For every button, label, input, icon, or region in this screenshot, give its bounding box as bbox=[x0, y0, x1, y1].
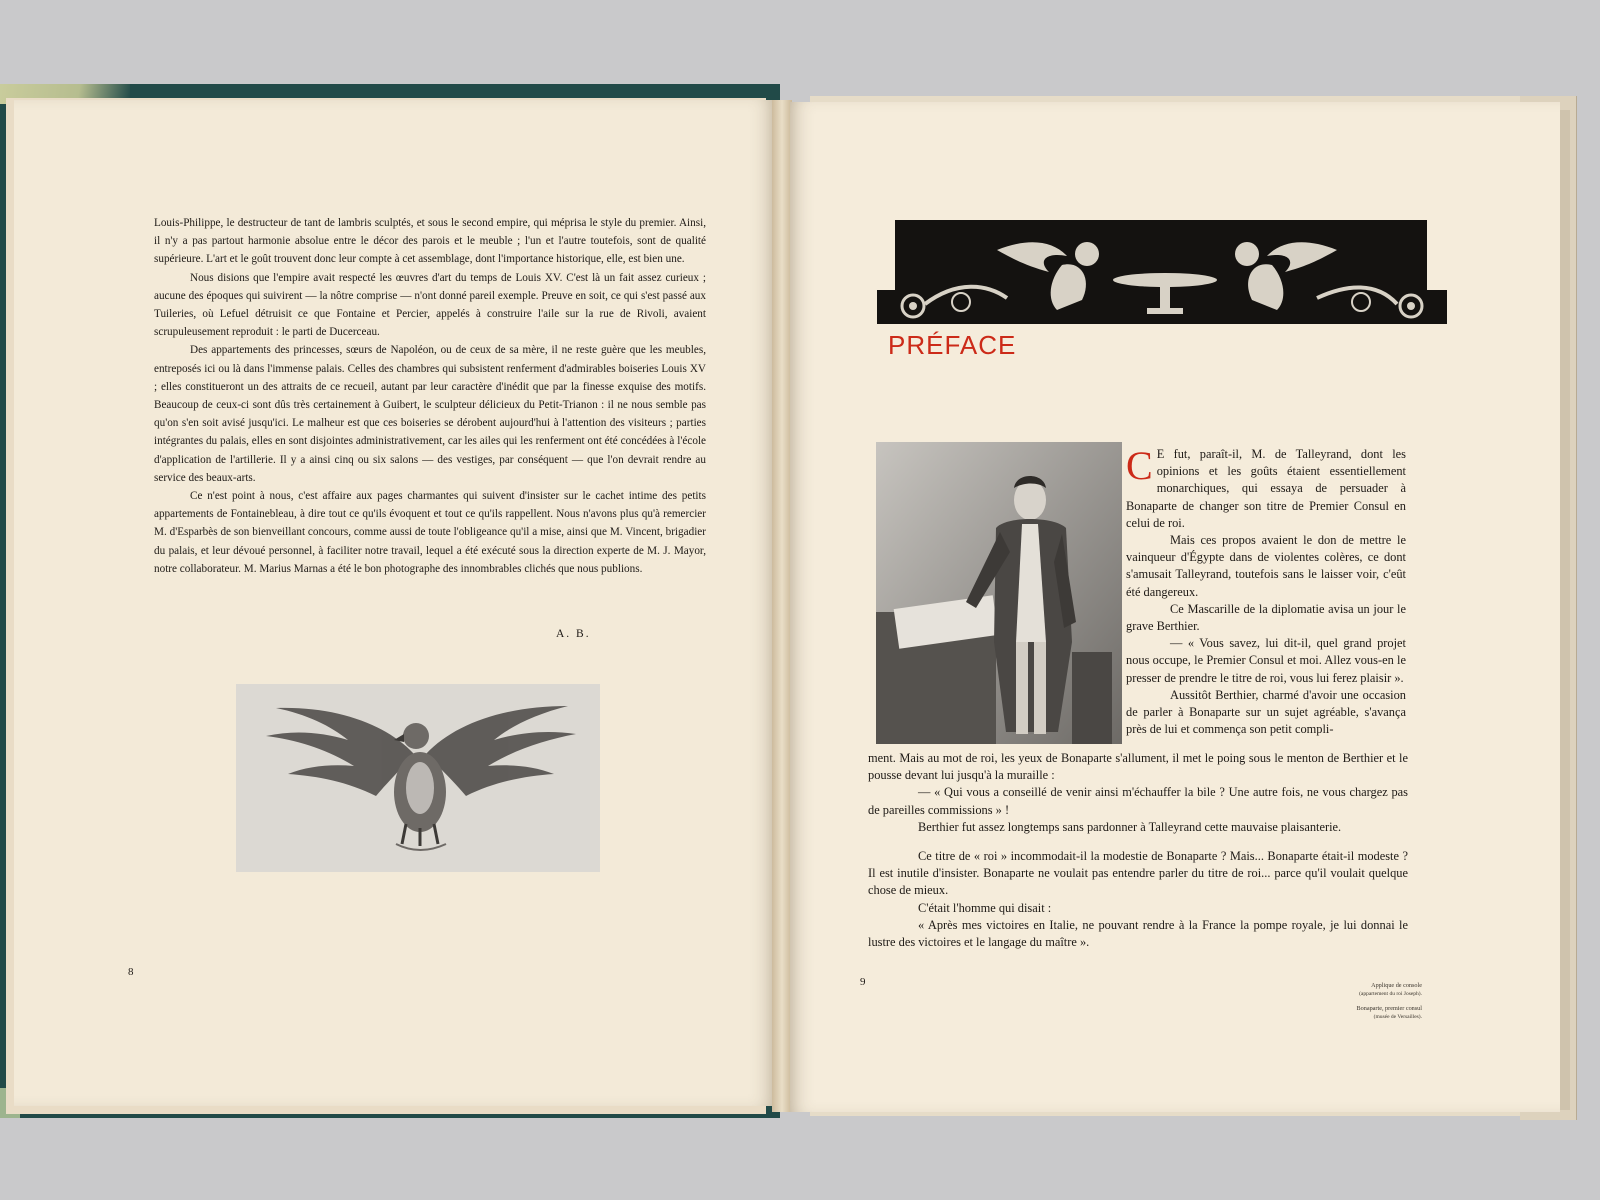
left-page-number: 8 bbox=[128, 966, 134, 978]
right-page-number: 9 bbox=[860, 976, 866, 988]
preface-roi-paragraph: Ce titre de « roi » incommodait-il la modestie de Bonaparte ? Mais... Bonaparte était-il modeste ? Il est inutile d'insister. Bonaparte ne voulait pas entendre parler du titre de roi... parce qu'il voulait quelque chose de mieux. bbox=[868, 849, 1408, 898]
caption-portrait-sub: (musée de Versailles). bbox=[1373, 1014, 1422, 1020]
preface-paragraph-4: — « Vous savez, lui dit-il, quel grand projet nous occupe, le Premier Consul et moi. Allez vous-en le presser de prendre le titre de roi, vous lui ferez plaisir ». bbox=[1126, 636, 1406, 685]
frieze-ornament bbox=[877, 220, 1447, 336]
left-paragraph-4: Ce n'est point à nous, c'est affaire aux pages charmantes qui suivent d'insister sur le cachet intime des petits appartements de Fontainebleau, à dire tout ce qu'ils évoquent et tout ce qu'ils rappellent. Nous n'avons plus qu'à remercier M. d'Esparbès de son bienveillant concours, comme aussi de toute l'obligeance qu'il a mise, ainsi que M. Vincent, brigadier du palais, et leur dévoué personnel, à faciliter notre travail, lequel a été exécuté sous la direction experte de M. J. Mayor, notre collaborateur. M. Marius Marnas a été le bon photographe des innombrables clichés que nous publions. bbox=[154, 490, 706, 575]
left-paragraph-3: Des appartements des princesses, sœurs de Napoléon, ou de ceux de sa mère, il ne reste guère que les meubles, entreposés ici ou là dans l'immense palais. Celles des chambres qui subsistent renferment d'admirables boiseries Louis XV ; elles constitueront un des attraits de ce recueil, autant par leur caractère d'inédit que par la finesse exquise des motifs. Beaucoup de ceux-ci sont dûs très certainement à Guibert, le sculpteur délicieux du Petit-Trianon : il ne nous semble pas qu'on s'en soit avisé jusqu'ici. Le malheur est que ces boiseries se dérobent aujourd'hui à l'attention des visiteurs ; parties intégrantes du palais, elles en sont disjointes administrativement, car les ailes qui les renferment ont été concédées à l'école d'application de l'artillerie. Il y a ainsi cinq ou six salons — des vestiges, par conséquent — que l'on devrait rendre au service des beaux-arts. bbox=[154, 344, 706, 484]
preface-berthier-line: Berthier fut assez longtemps sans pardonner à Talleyrand cette mauvaise plaisanterie. bbox=[918, 819, 1342, 834]
caption-portrait-title: Bonaparte, premier consul bbox=[1356, 1005, 1422, 1012]
eagle-icon bbox=[236, 684, 600, 872]
right-page[interactable] bbox=[790, 102, 1560, 1112]
caption-portrait bbox=[1300, 1005, 1422, 1021]
preface-paragraph-1 bbox=[1126, 443, 1406, 532]
drop-cap: C bbox=[1126, 443, 1153, 488]
caption-console bbox=[1300, 982, 1422, 998]
left-page-body bbox=[154, 214, 706, 578]
left-page[interactable] bbox=[14, 100, 774, 1106]
preface-paragraph-1-text: E fut, paraît-il, M. de Talleyrand, dont les opinions et les goûts étaient essentiellement monarchiques, qui essaya de persuader à Bonaparte de changer son titre de Premier Consul en celui de roi. bbox=[1126, 447, 1406, 530]
preface-continuation-line: ment. Mais au mot de roi, les yeux de Bonaparte s'allument, il met le poing sous le menton de Berthier et le pousse devant lui jusqu'à la muraille : bbox=[868, 751, 1408, 783]
bonaparte-portrait bbox=[876, 442, 1122, 744]
preface-quote-1: — « Qui vous a conseillé de venir ainsi m'échauffer la bile ? Une autre fois, ne vous chargez pas de pareilles commissions » ! bbox=[868, 785, 1408, 817]
preface-said-line: C'était l'homme qui disait : bbox=[918, 900, 1052, 915]
preface-paragraph-3: Ce Mascarille de la diplomatie avisa un jour le grave Berthier. bbox=[1126, 601, 1406, 634]
preface-intro bbox=[1126, 443, 1406, 738]
page-title: PRÉFACE bbox=[888, 330, 1017, 360]
left-paragraph-2: Nous disions que l'empire avait respecté les œuvres d'art du temps de Louis XV. C'est là un fait assez curieux ; aucune des époques qui suivirent — la nôtre comprise — n'ont donné pareil exemple. Preuve en soit, ce qui s'est passé aux Tuileries, où Lefuel détruisit ce que Fontaine et Percier, appelés à construire l'aile sur la rue de Rivoli, avaient scrupuleusement reproduit : le parti de Ducerceau. bbox=[154, 271, 706, 339]
preface-paragraph-5: Aussitôt Berthier, charmé d'avoir une occasion de parler à Bonaparte sur un sujet agréable, s'avança près de lui et commença son petit compli- bbox=[1126, 687, 1406, 737]
signature: A. B. bbox=[556, 628, 591, 640]
preface-final-quote: « Après mes victoires en Italie, ne pouvant rendre à la France la pompe royale, je lui donnai le lustre des victoires et le langage du maître ». bbox=[868, 917, 1408, 950]
eagle-illustration bbox=[236, 684, 600, 872]
preface-continuation bbox=[868, 750, 1408, 951]
caption-console-title: Applique de console bbox=[1371, 982, 1422, 989]
book-gutter bbox=[772, 100, 792, 1112]
preface-paragraph-2: Mais ces propos avaient le don de mettre le vainqueur d'Égypte dans de violentes colères, ce dont s'amusait Talleyrand, toutefois sans le laisser voir, c'eût été dangereux. bbox=[1126, 533, 1406, 599]
portrait-figure-icon bbox=[876, 442, 1122, 744]
left-paragraph-1: Louis-Philippe, le destructeur de tant de lambris sculptés, et sous le second empire, qui méprisa le style du premier. Ainsi, il n'y a pas partout harmonie absolue entre le décor des parois et le meuble ; l'un et l'autre toutefois, sont de qualité supérieure. L'art et le goût trouvent donc leur compte à cet assemblage, dont l'importance historique, elle, est bien une. bbox=[154, 217, 706, 266]
frieze-griffins-icon bbox=[877, 220, 1447, 336]
caption-console-sub: (appartement du roi Joseph). bbox=[1359, 991, 1422, 997]
